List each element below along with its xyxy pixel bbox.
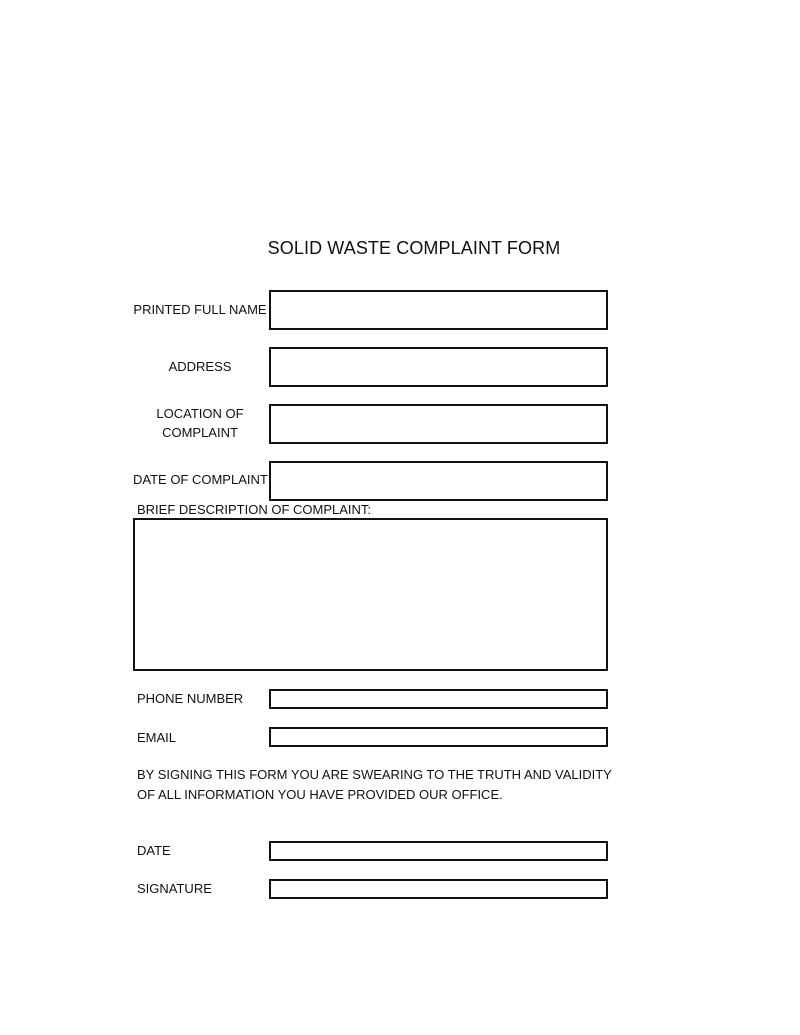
printed-full-name-label: PRINTED FULL NAME	[133, 302, 267, 317]
date-field[interactable]	[269, 841, 608, 861]
date-of-complaint-field[interactable]	[269, 461, 608, 501]
signature-notice: BY SIGNING THIS FORM YOU ARE SWEARING TO THE TRUTH AND VALIDITY OF ALL INFORMATION YOU HAVE PROVIDED OUR OFFICE.	[137, 767, 612, 802]
location-of-complaint-label-line2: COMPLAINT	[162, 425, 238, 440]
brief-description-label: BRIEF DESCRIPTION OF COMPLAINT:	[137, 502, 372, 517]
date-label: DATE	[137, 843, 171, 858]
location-of-complaint-field[interactable]	[269, 404, 608, 444]
signature-label: SIGNATURE	[137, 881, 212, 896]
date-of-complaint-label: DATE OF COMPLAINT	[133, 472, 268, 487]
phone-number-label: PHONE NUMBER	[137, 691, 244, 706]
printed-full-name-field[interactable]	[269, 290, 608, 330]
phone-number-field[interactable]	[269, 689, 608, 709]
signature-field[interactable]	[269, 879, 608, 899]
form-title: SOLID WASTE COMPLAINT FORM	[267, 238, 561, 258]
email-field[interactable]	[269, 727, 608, 747]
address-label: ADDRESS	[168, 359, 232, 374]
brief-description-field[interactable]	[133, 518, 608, 671]
email-label: EMAIL	[137, 730, 177, 745]
address-field[interactable]	[269, 347, 608, 387]
location-of-complaint-label-line1: LOCATION OF	[156, 406, 244, 421]
